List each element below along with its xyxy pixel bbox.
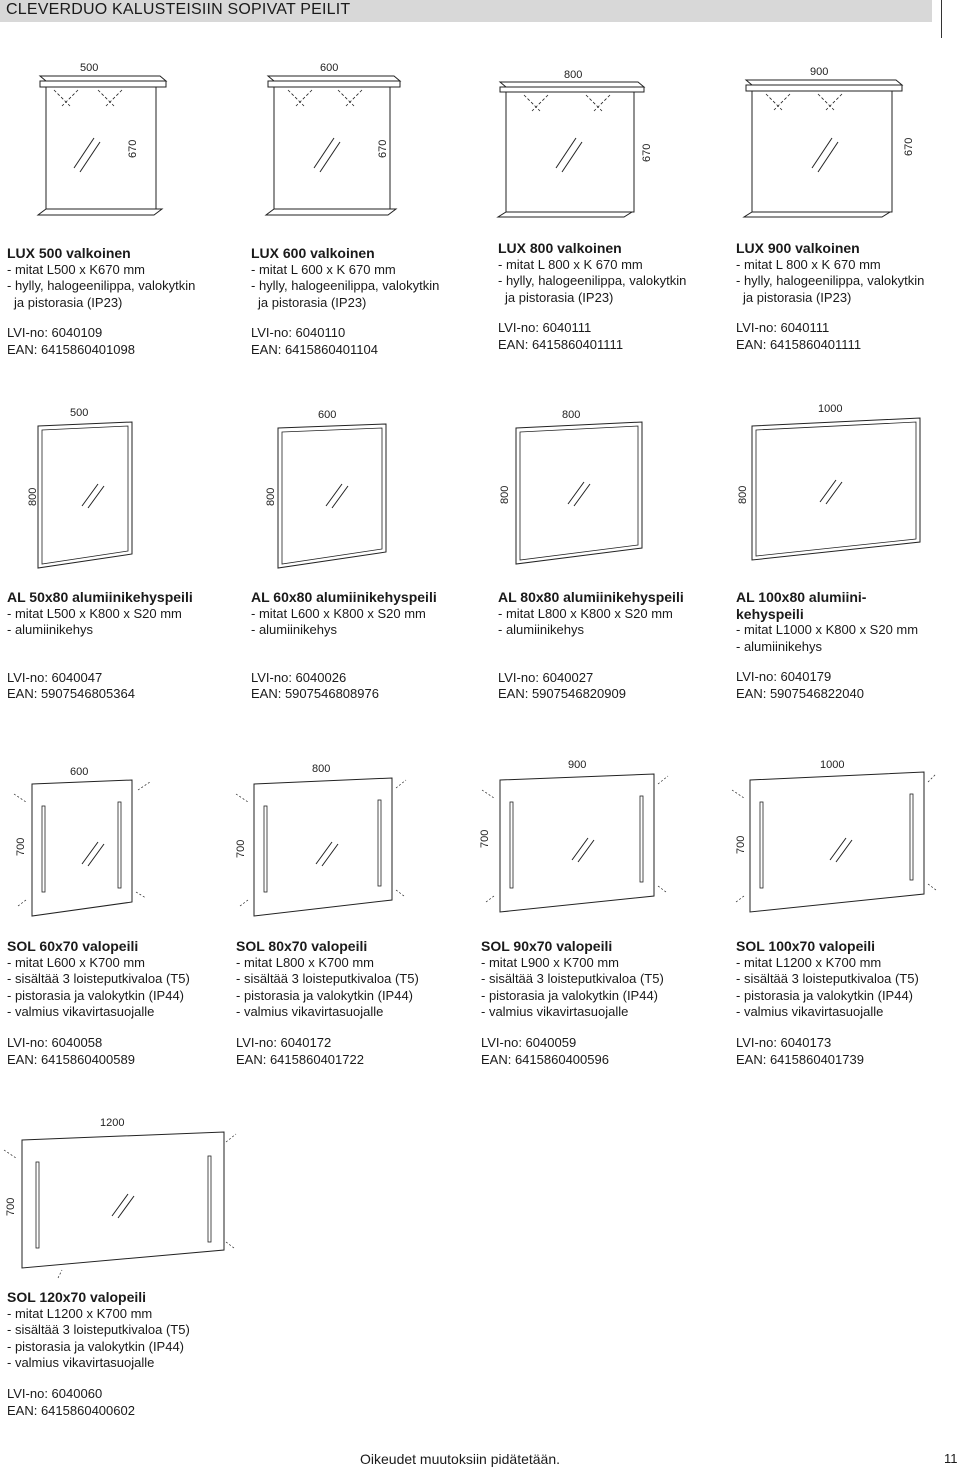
al-50x80-width-label: 500 <box>70 407 89 419</box>
al-60x80-spec <box>251 589 486 703</box>
sol-90x70-spec <box>481 938 726 1068</box>
sol-120x70-ean: EAN: 6415860400602 <box>7 1402 135 1418</box>
al-60x80-height-label: 800 <box>265 487 277 506</box>
al-50x80-spec <box>7 589 242 703</box>
sol-100x70-line-1: - mitat L1200 x K700 mm <box>736 954 882 970</box>
al-50x80-height-label: 800 <box>27 487 39 506</box>
lux-500-spec <box>7 245 237 359</box>
al-100x80-height-label: 800 <box>737 485 749 504</box>
sol-120x70-line-2: - sisältää 3 loisteputkivaloa (T5) <box>7 1322 190 1338</box>
lux-900-drawing <box>736 58 926 228</box>
al-80x80-name: AL 80x80 alumiinikehyspeili <box>498 589 684 605</box>
lux-800-width-label: 800 <box>564 69 583 81</box>
sol-120x70-name: SOL 120x70 valopeili <box>7 1289 147 1305</box>
sol-80x70-height-label: 700 <box>235 839 247 858</box>
al-50x80-drawing <box>22 402 152 582</box>
sol-100x70-line-4: - valmius vikavirtasuojalle <box>736 1004 884 1020</box>
page-number: 11 <box>944 1451 958 1466</box>
sol-80x70-line-2: - sisältää 3 loisteputkivaloa (T5) <box>236 971 419 987</box>
sol-90x70-line-3: - pistorasia ja valokytkin (IP44) <box>481 987 659 1003</box>
sol-60x70-lvi: LVI-no: 6040058 <box>7 1034 103 1050</box>
sol-60x70-ean: EAN: 6415860400589 <box>7 1051 135 1067</box>
sol-100x70-ean: EAN: 6415860401739 <box>736 1051 864 1067</box>
al-50x80-lvi: LVI-no: 6040047 <box>7 669 103 685</box>
lux-800-line-1: - mitat L 800 x K 670 mm <box>498 256 643 272</box>
al-100x80-line-2: - alumiinikehys <box>736 638 822 654</box>
al-100x80-spec <box>736 589 958 703</box>
lux-800-line-3: ja pistorasia (IP23) <box>505 289 614 305</box>
al-100x80-width-label: 1000 <box>818 403 843 415</box>
sol-90x70-name: SOL 90x70 valopeili <box>481 938 613 954</box>
lux-900-line-3: ja pistorasia (IP23) <box>743 289 852 305</box>
lux-900-height-label: 670 <box>903 137 915 156</box>
sol-80x70-ean: EAN: 6415860401722 <box>236 1051 364 1067</box>
al-80x80-height-label: 800 <box>499 485 511 504</box>
al-60x80-name: AL 60x80 alumiinikehyspeili <box>251 589 437 605</box>
lux-500-ean: EAN: 6415860401098 <box>7 341 135 357</box>
sol-60x70-line-1: - mitat L600 x K700 mm <box>7 954 145 970</box>
al-80x80-line-2: - alumiinikehys <box>498 622 584 638</box>
lux-600-line-1: - mitat L 600 x K 670 mm <box>251 261 396 277</box>
sol-100x70-spec <box>736 938 958 1068</box>
sol-120x70-drawing <box>2 1112 242 1282</box>
al-80x80-spec <box>498 589 733 703</box>
lux-600-line-3: ja pistorasia (IP23) <box>258 294 367 310</box>
lux-500-lvi: LVI-no: 6040109 <box>7 325 103 341</box>
sol-80x70-lvi: LVI-no: 6040172 <box>236 1034 332 1050</box>
page-header-bar <box>0 0 932 22</box>
lux-500-name: LUX 500 valkoinen <box>7 245 131 261</box>
al-60x80-line-2: - alumiinikehys <box>251 622 337 638</box>
al-50x80-line-2: - alumiinikehys <box>7 622 93 638</box>
sol-90x70-width-label: 900 <box>568 759 587 771</box>
lux-500-line-1: - mitat L500 x K670 mm <box>7 261 145 277</box>
sol-90x70-line-2: - sisältää 3 loisteputkivaloa (T5) <box>481 971 664 987</box>
al-60x80-lvi: LVI-no: 6040026 <box>251 669 347 685</box>
sol-60x70-line-3: - pistorasia ja valokytkin (IP44) <box>7 987 185 1003</box>
sol-100x70-height-label: 700 <box>735 835 747 854</box>
footer-disclaimer: Oikeudet muutoksiin pidätetään. <box>360 1451 561 1467</box>
al-100x80-lvi: LVI-no: 6040179 <box>736 669 832 685</box>
sol-60x70-line-2: - sisältää 3 loisteputkivaloa (T5) <box>7 971 190 987</box>
sol-90x70-drawing <box>476 756 672 931</box>
sol-90x70-lvi: LVI-no: 6040059 <box>481 1034 577 1050</box>
al-80x80-width-label: 800 <box>562 409 581 421</box>
sol-80x70-width-label: 800 <box>312 763 331 775</box>
lux-800-spec <box>498 240 733 354</box>
sol-120x70-lvi: LVI-no: 6040060 <box>7 1385 103 1401</box>
lux-800-ean: EAN: 6415860401111 <box>498 336 624 352</box>
lux-600-height-label: 670 <box>377 139 389 158</box>
sol-90x70-line-1: - mitat L900 x K700 mm <box>481 954 619 970</box>
sol-60x70-drawing <box>8 760 168 935</box>
sol-80x70-drawing <box>228 760 408 935</box>
lux-800-drawing <box>490 58 660 228</box>
lux-900-line-2: - hylly, halogeenilippa, valokytkin <box>736 273 925 289</box>
lux-600-spec <box>251 245 481 359</box>
lux-800-lvi: LVI-no: 6040111 <box>498 320 592 336</box>
al-80x80-drawing <box>496 402 656 582</box>
lux-800-height-label: 670 <box>641 143 653 162</box>
al-100x80-drawing <box>734 396 934 576</box>
sol-90x70-height-label: 700 <box>479 829 491 848</box>
lux-500-width-label: 500 <box>80 62 99 74</box>
sol-100x70-name: SOL 100x70 valopeili <box>736 938 876 954</box>
lux-600-drawing <box>258 58 418 228</box>
sol-60x70-height-label: 700 <box>15 837 27 856</box>
sol-120x70-line-3: - pistorasia ja valokytkin (IP44) <box>7 1338 185 1354</box>
sol-60x70-name: SOL 60x70 valopeili <box>7 938 139 954</box>
sol-80x70-spec <box>236 938 476 1068</box>
al-60x80-line-1: - mitat L600 x K800 x S20 mm <box>251 605 426 621</box>
sol-100x70-width-label: 1000 <box>820 759 845 771</box>
sol-120x70-spec <box>7 1289 247 1419</box>
al-100x80-name-line-2: kehyspeili <box>736 605 804 622</box>
sol-120x70-line-1: - mitat L1200 x K700 mm <box>7 1305 153 1321</box>
lux-900-line-1: - mitat L 800 x K 670 mm <box>736 256 881 272</box>
sol-90x70-line-4: - valmius vikavirtasuojalle <box>481 1004 629 1020</box>
lux-600-name: LUX 600 valkoinen <box>251 245 375 261</box>
sol-100x70-lvi: LVI-no: 6040173 <box>736 1034 832 1050</box>
sol-100x70-line-3: - pistorasia ja valokytkin (IP44) <box>736 987 914 1003</box>
lux-500-line-3: ja pistorasia (IP23) <box>14 294 123 310</box>
al-50x80-name: AL 50x80 alumiinikehyspeili <box>7 589 193 605</box>
sol-100x70-drawing <box>728 756 938 931</box>
lux-500-drawing <box>28 58 188 228</box>
lux-900-name: LUX 900 valkoinen <box>736 240 860 256</box>
al-80x80-line-1: - mitat L800 x K800 x S20 mm <box>498 605 673 621</box>
lux-600-width-label: 600 <box>320 62 339 74</box>
al-80x80-ean: EAN: 5907546820909 <box>498 686 626 702</box>
lux-900-ean: EAN: 6415860401111 <box>736 336 862 352</box>
sol-120x70-line-4: - valmius vikavirtasuojalle <box>7 1355 155 1371</box>
sol-80x70-line-3: - pistorasia ja valokytkin (IP44) <box>236 987 414 1003</box>
al-100x80-line-1: - mitat L1000 x K800 x S20 mm <box>736 622 919 638</box>
sol-60x70-line-4: - valmius vikavirtasuojalle <box>7 1004 155 1020</box>
al-60x80-ean: EAN: 5907546808976 <box>251 686 379 702</box>
lux-600-ean: EAN: 6415860401104 <box>251 341 378 357</box>
lux-900-width-label: 900 <box>810 66 829 78</box>
al-60x80-width-label: 600 <box>318 409 337 421</box>
sol-60x70-spec <box>7 938 232 1068</box>
sol-100x70-line-2: - sisältää 3 loisteputkivaloa (T5) <box>736 971 919 987</box>
al-60x80-drawing <box>262 402 402 582</box>
sol-90x70-ean: EAN: 6415860400596 <box>481 1051 609 1067</box>
sol-80x70-name: SOL 80x70 valopeili <box>236 938 368 954</box>
lux-800-line-2: - hylly, halogeenilippa, valokytkin <box>498 273 687 289</box>
lux-500-line-2: - hylly, halogeenilippa, valokytkin <box>7 278 196 294</box>
sol-120x70-width-label: 1200 <box>100 1117 125 1129</box>
al-100x80-ean: EAN: 5907546822040 <box>736 685 864 701</box>
lux-500-height-label: 670 <box>127 139 139 158</box>
sol-80x70-line-4: - valmius vikavirtasuojalle <box>236 1004 384 1020</box>
sol-60x70-width-label: 600 <box>70 766 89 778</box>
lux-900-spec <box>736 240 958 354</box>
lux-900-lvi: LVI-no: 6040111 <box>736 320 830 336</box>
al-80x80-lvi: LVI-no: 6040027 <box>498 669 594 685</box>
al-100x80-name-line-1: AL 100x80 alumiini- <box>736 589 867 605</box>
lux-600-line-2: - hylly, halogeenilippa, valokytkin <box>251 278 440 294</box>
al-50x80-ean: EAN: 5907546805364 <box>7 686 135 702</box>
al-50x80-line-1: - mitat L500 x K800 x S20 mm <box>7 605 182 621</box>
lux-800-name: LUX 800 valkoinen <box>498 240 622 256</box>
sol-80x70-line-1: - mitat L800 x K700 mm <box>236 954 374 970</box>
margin-rule <box>941 0 942 38</box>
lux-600-lvi: LVI-no: 6040110 <box>251 325 346 341</box>
page-title: CLEVERDUO KALUSTEISIIN SOPIVAT PEILIT <box>6 1 351 18</box>
sol-120x70-height-label: 700 <box>5 1197 17 1216</box>
